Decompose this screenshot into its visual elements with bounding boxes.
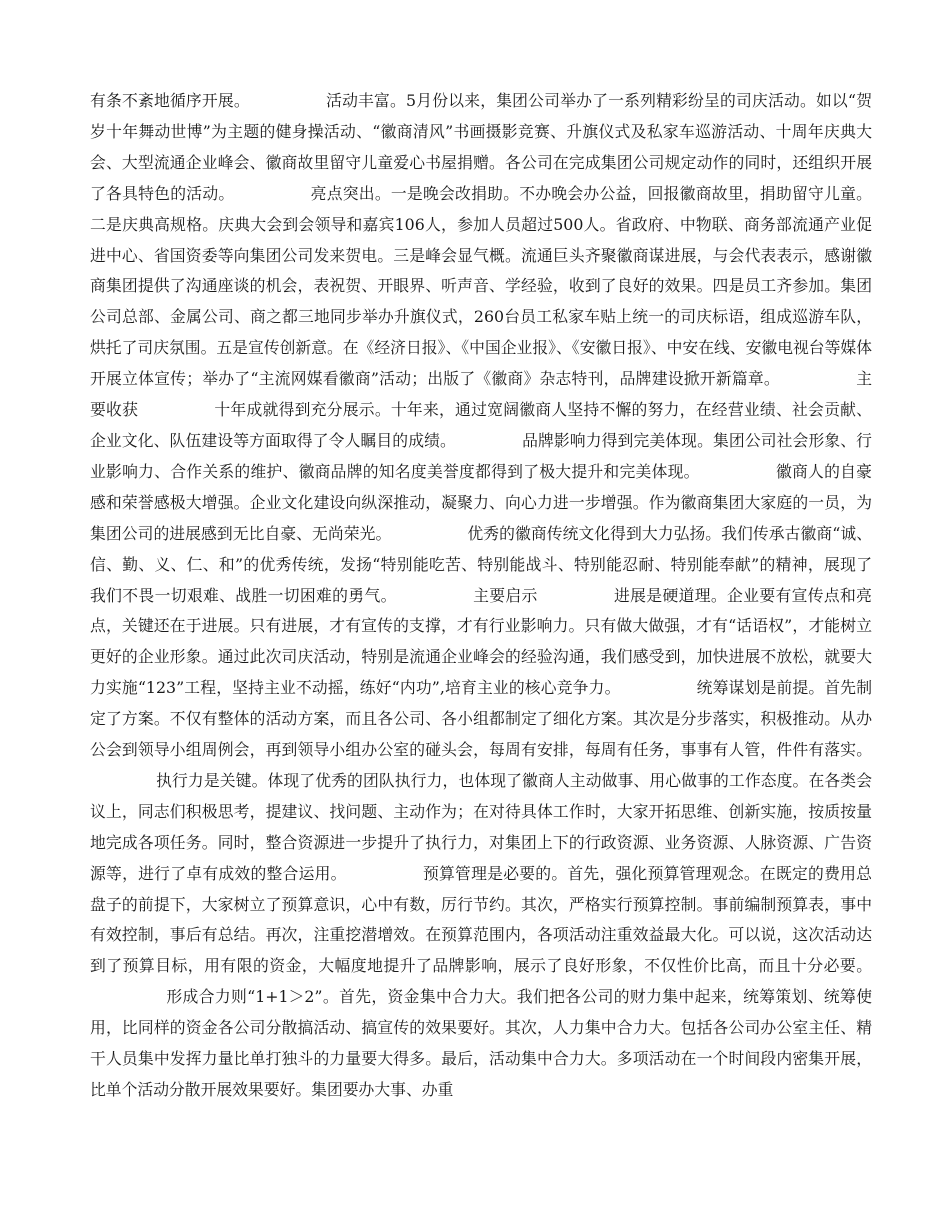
text-segment: 有条不紊地循序开展。 xyxy=(90,91,250,110)
text-segment: 执行力是关键。体现了优秀的团队执行力，也体现了徽商人主动做事、用心做事的工作态度。在各类会议上，同志们积极思考，提建议、找问题、主动作为；在对待具体工作时，大家开拓思维、创新实施，按质按量地完成各项任务。同时，整合资源进一步提升了执行力，对集团上下的行政资源、业务资源、人脉资源、广告资源等，进行了卓有成效的整合运用。 xyxy=(90,770,872,883)
text-segment: 进展是硬道理。企业要有宣传点和亮点，关键还在于进展。只有进展，才有宣传的支撑，才有行业影响力。只有做大做强，才有“话语权”，才能树立更好的企业形象。通过此次司庆活动，特别是流通企业峰会的经验沟通，我们感受到，加快进展不放松，就要大力实施“123”工程，坚持主业不动摇，练好“内功”,培育主业的核心竞争力。 xyxy=(90,585,872,698)
text-segment: 形成合力则“1+1＞2”。首先，资金集中合力大。我们把各公司的财力集中起来，统筹策划、统筹使用，比同样的资金各公司分散搞活动、搞宣传的效果要好。其次，人力集中合力大。包括各公司办公室主任、精干人员集中发挥力量比单打独斗的力量要大得多。最后，活动集中合力大。多项活动在一个时间段内密集开展，比单个活动分散开展效果要好。集团要办大事、办重 xyxy=(90,987,872,1099)
body-text xyxy=(90,86,872,1106)
text-segment: 预算管理是必要的。首先，强化预算管理观念。在既定的费用总盘子的前提下，大家树立了预算意识，心中有数，厉行节约。其次，严格实行预算控制。事前编制预算表，事中有效控制，事后有总结。再次，注重挖潜增效。在预算范围内，各项活动注重效益最大化。可以说，这次活动达到了预算目标，用有限的资金，大幅度地提升了品牌影响，展示了良好形象，不仅性价比高，而且十分必要。 xyxy=(90,863,872,976)
text-segment: 统筹谋划是前提。首先制定了方案。不仅有整体的活动方案，而且各公司、各小组都制定了细化方案。其次是分步落实，积极推动。从办公会到领导小组周例会，再到领导小组办公室的碰头会，每周有安排，每周有任务，事事有人管，件件有落实。 xyxy=(90,678,872,760)
text-segment: 活动丰富。5月份以来，集团公司举办了一系列精彩纷呈的司庆活动。如以“贺岁十年舞动世博”为主题的健身操活动、“徽商清风”书画摄影竞赛、升旗仪式及私家车巡游活动、十周年庆典大会、大型流通企业峰会、徽商故里留守儿童爱心书屋捐赠。各公司在完成集团公司规定动作的同时，还组织开展了各具特色的活动。 xyxy=(90,91,872,203)
text-segment: 十年成就得到充分展示。十年来，通过宽阔徽商人坚持不懈的努力，在经营业绩、社会贡献、企业文化、队伍建设等方面取得了令人瞩目的成绩。 xyxy=(90,400,872,450)
text-segment: 优秀的徽商传统文化得到大力弘扬。我们传承古徽商“诚、信、勤、义、仁、和”的优秀传统，发扬“特别能吃苦、特别能战斗、特别能忍耐、特别能奉献”的精神，展现了我们不畏一切艰难、战胜一切困难的勇气。 xyxy=(90,523,872,605)
text-segment: 品牌影响力得到完美体现。集团公司社会形象、行业影响力、合作关系的维护、徽商品牌的知名度美誉度都得到了极大提升和完美体现。 xyxy=(90,430,872,481)
text-segment: 亮点突出。一是晚会改捐助。不办晚会办公益，回报徽商故里，捐助留守儿童。二是庆典高规格。庆典大会到会领导和嘉宾106人，参加人员超过500人。省政府、中物联、商务部流通产业促进中心、省国资委等向集团公司发来贺电。三是峰会显气概。流通巨头齐聚徽商谋进展，与会代表表示，感谢徽商集团提供了沟通座谈的机会，表祝贺、开眼界、听声音、学经验，收到了良好的效果。四是员工齐参加。集团公司总部、金属公司、商之都三地同步举办升旗仪式，260台员工私家车贴上统一的司庆标语，组成巡游车队，烘托了司庆氛围。五是宣传创新意。在《经济日报》、《中国企业报》、《安徽日报》、中安在线、安徽电视台等媒体开展立体宣传；举办了“主流网媒看徽商”活动；出版了《徽商》杂志特刊，品牌建设掀开新篇章。 xyxy=(90,183,872,389)
section-heading: 主要收获 xyxy=(90,369,872,420)
text-segment: 徽商人的自豪感和荣誉感极大增强。企业文化建设向纵深推动，凝聚力、向心力进一步增强。作为徽商集团大家庭的一员，为集团公司的进展感到无比自豪、无尚荣光。 xyxy=(90,461,872,543)
section-heading: 主要启示 xyxy=(472,585,538,605)
